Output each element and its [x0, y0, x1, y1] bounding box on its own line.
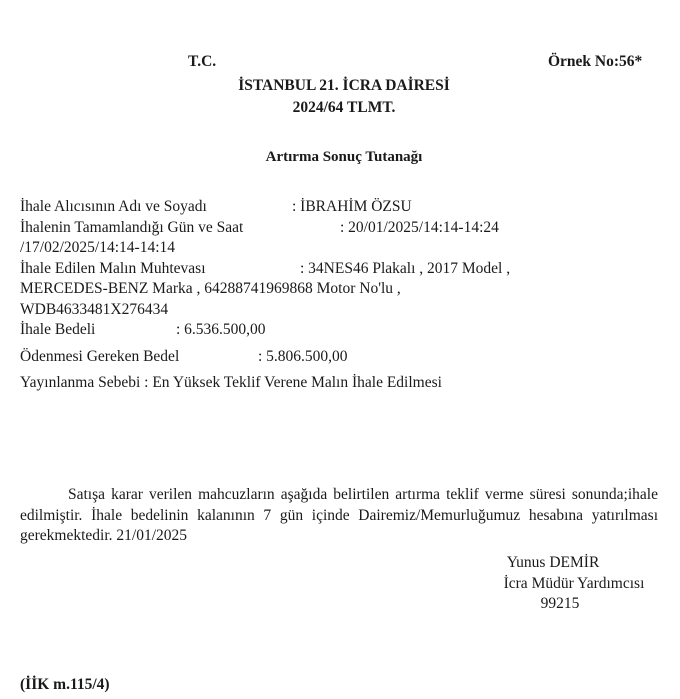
signer-name: Yunus DEMİR: [506, 554, 600, 571]
reason-label: Yayınlanma Sebebi: [20, 374, 141, 391]
signature-block: [420, 553, 680, 615]
content-row: [20, 259, 660, 280]
signer-role: İcra Müdür Yardımcısı: [503, 574, 645, 592]
price-row: [20, 320, 660, 341]
document-title: Artırma Sonuç Tutanağı: [265, 149, 423, 165]
content-line-2: MERCEDES-BENZ Marka , 64288741969868 Motor No'lu ,: [20, 280, 401, 297]
buyer-value: : İBRAHİM ÖZSU: [292, 198, 412, 215]
file-number: 2024/64 TLMT.: [292, 99, 396, 116]
sample-number: Örnek No:56*: [548, 53, 643, 70]
content-row-3: [20, 300, 660, 321]
date-label: İhalenin Tamamlandığı Gün ve Saat: [20, 218, 244, 236]
content-row-2: [20, 279, 660, 300]
price-label: İhale Bedeli: [20, 321, 96, 338]
due-value: : 5.806.500,00: [258, 347, 348, 365]
buyer-row: [20, 197, 660, 218]
content-label: İhale Edilen Malın Muhtevası: [20, 259, 206, 277]
office-name: İSTANBUL 21. İCRA DAİRESİ: [238, 77, 450, 94]
date-row-cont: [20, 238, 660, 259]
date-row: [20, 218, 660, 239]
content-line-3: WDB4633481X276434: [20, 300, 169, 318]
signer-code: 99215: [540, 595, 580, 612]
notice-paragraph: Satışa karar verilen mahcuzların aşağıda belirtilen artırma teklif verme süresi sonunda;ihale edilmiştir. İhale bedelinin kalanının 7 gün içinde Dairemiz/Memurluğumuz hesabına yatırılması gerekmektedir. 21/01/2025: [20, 486, 658, 544]
auction-fields: [20, 197, 660, 394]
buyer-label: İhale Alıcısının Adı ve Soyadı: [20, 198, 207, 215]
reason-value: : En Yüksek Teklif Verene Malın İhale Edilmesi: [144, 374, 442, 391]
law-reference: (İİK m.115/4): [20, 676, 110, 693]
date-value: : 20/01/2025/14:14-14:24: [340, 218, 499, 236]
date-value-cont: /17/02/2025/14:14-14:14: [20, 239, 175, 256]
header-tc: T.C.: [188, 53, 217, 70]
due-row: [20, 347, 660, 368]
reason-row: [20, 373, 660, 394]
price-value: : 6.536.500,00: [176, 321, 266, 338]
content-value: : 34NES46 Plakalı , 2017 Model ,: [300, 259, 511, 277]
due-label: Ödenmesi Gereken Bedel: [20, 347, 180, 365]
